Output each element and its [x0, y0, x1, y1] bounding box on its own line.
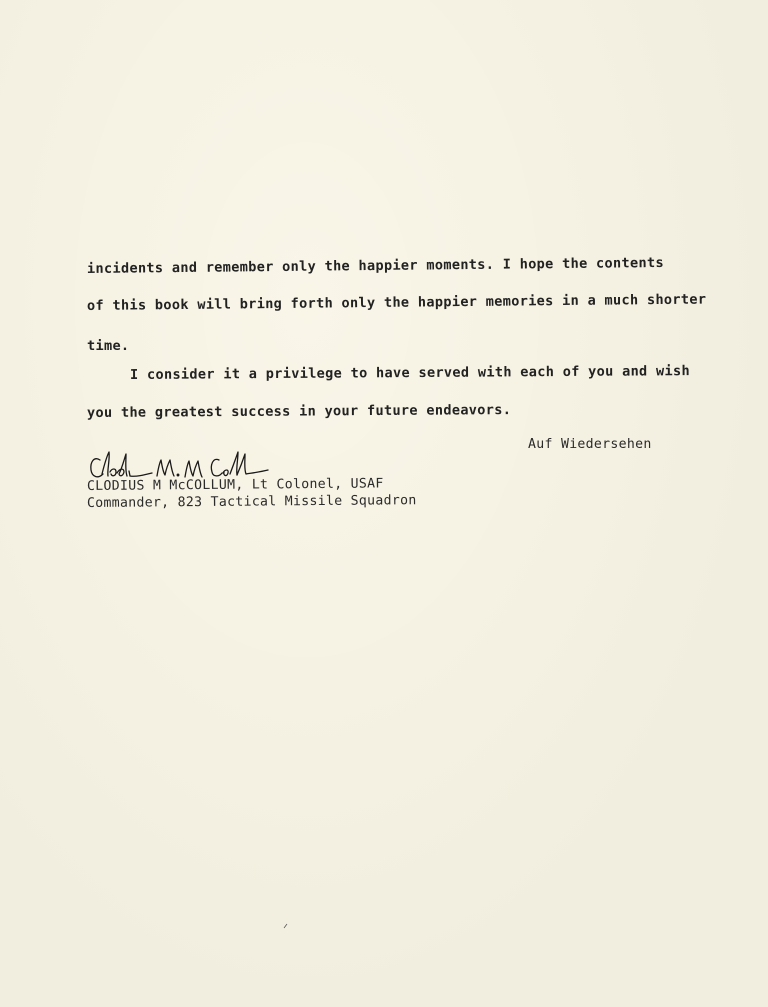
body-line-1: incidents and remember only the happier moments. I hope the contents [86, 254, 664, 277]
signer-name-line: CLODIUS M McCOLLUM, Lt Colonel, USAF [86, 476, 384, 494]
body-line-3: time. [87, 338, 130, 354]
stray-pen-mark [283, 923, 289, 929]
body-line-2: of this book will bring forth only the happier memories in a much shorter [86, 291, 707, 314]
body-line-5: you the greatest success in your future endeavors. [86, 402, 512, 421]
body-line-4: I consider it a privilege to have served with each of you and wish [129, 363, 690, 383]
signer-title-line: Commander, 823 Tactical Missile Squadron [86, 493, 417, 511]
closing-salutation: Auf Wiedersehen [528, 437, 652, 452]
